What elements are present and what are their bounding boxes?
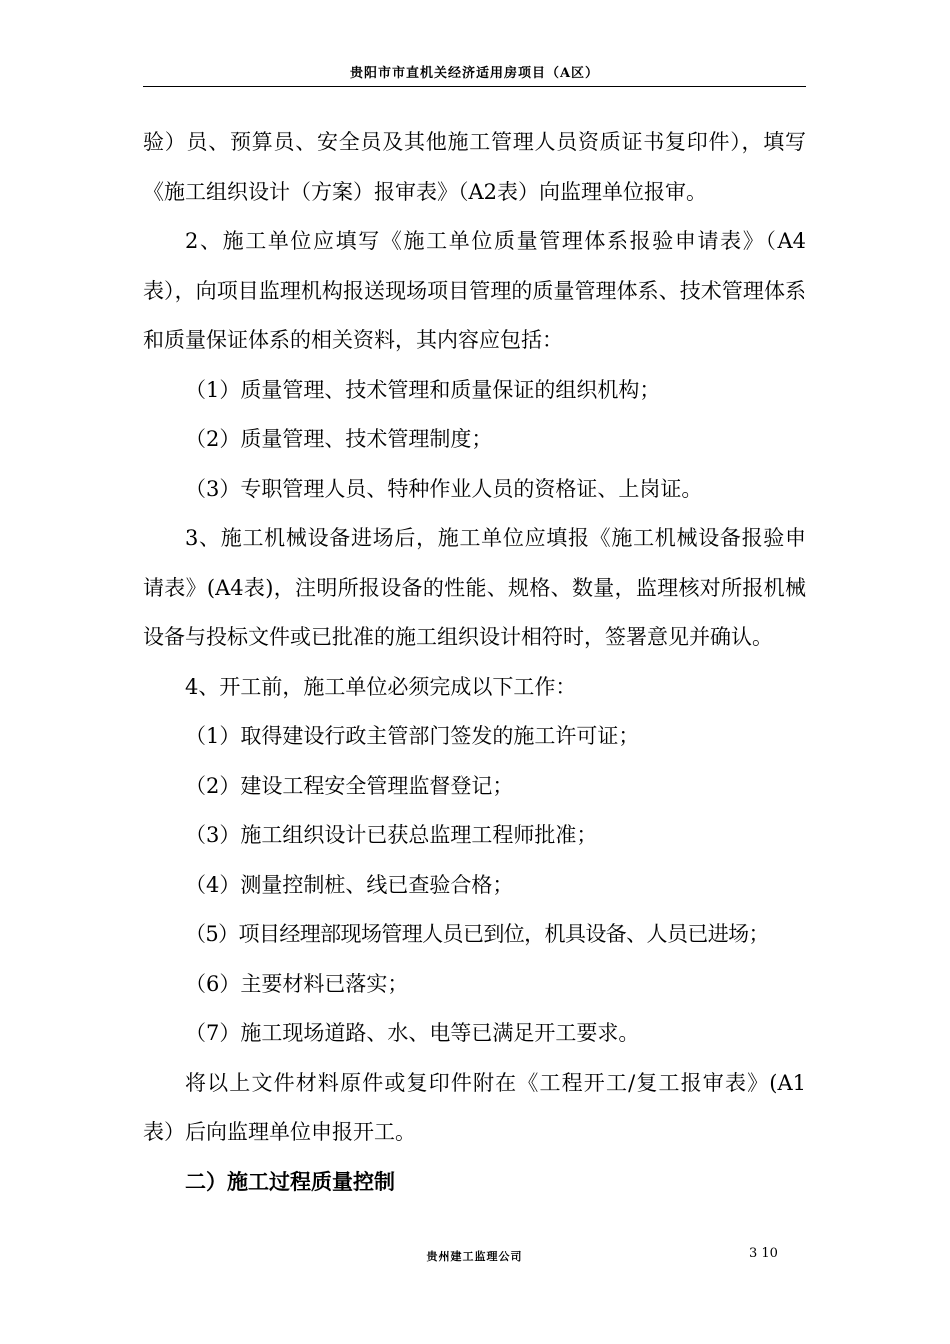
section-heading: 二）施工过程质量控制 bbox=[185, 1169, 395, 1194]
header-rule bbox=[143, 86, 806, 87]
list-item: （1）质量管理、技术管理和质量保证的组织机构； bbox=[185, 377, 661, 402]
paragraph: 2、施工单位应填写《施工单位质量管理体系报验申请表》（A4表），向项目监理机构报送现场项目管理的质量管理体系、技术管理体系和质量保证体系的相关资料，其内容应包括： bbox=[143, 229, 806, 352]
page-number: 3 10 bbox=[749, 1246, 778, 1261]
list-item: （1）取得建设行政主管部门签发的施工许可证； bbox=[185, 724, 640, 748]
list-item: （2）质量管理、技术管理制度； bbox=[185, 427, 493, 451]
list-item: （4）测量控制桩、线已查验合格； bbox=[185, 872, 514, 897]
paragraph: 3、施工机械设备进场后，施工单位应填报《施工机械设备报验申请表》(A4表)，注明所报设备的性能、规格、数量，监理核对所报机械设备与投标文件或已批准的施工组织设计相符时，签署意见并确认。 bbox=[143, 526, 806, 649]
list-item: （7）施工现场道路、水、电等已满足开工要求。 bbox=[185, 1021, 640, 1045]
document-body bbox=[143, 118, 806, 1207]
list-item: （2）建设工程安全管理监督登记； bbox=[185, 773, 514, 798]
paragraph: 将以上文件材料原件或复印件附在《工程开工/复工报审表》(A1表）后向监理单位申报开工。 bbox=[143, 1070, 806, 1144]
list-item: （6）主要材料已落实； bbox=[185, 971, 409, 996]
list-item: （3）施工组织设计已获总监理工程师批准； bbox=[185, 823, 598, 847]
paragraph: 4、开工前，施工单位必须完成以下工作： bbox=[185, 674, 577, 699]
paragraph: 验）员、预算员、安全员及其他施工管理人员资质证书复印件），填写《施工组织设计（方案）报审表》（A2表）向监理单位报审。 bbox=[143, 130, 806, 204]
footer-company: 贵州建工监理公司 bbox=[426, 1250, 523, 1263]
page-header-title: 贵阳市市直机关经济适用房项目（A区） bbox=[349, 66, 600, 81]
list-item: （5）项目经理部现场管理人员已到位，机具设备、人员已进场； bbox=[185, 922, 769, 946]
list-item: （3）专职管理人员、特种作业人员的资格证、上岗证。 bbox=[185, 476, 703, 501]
